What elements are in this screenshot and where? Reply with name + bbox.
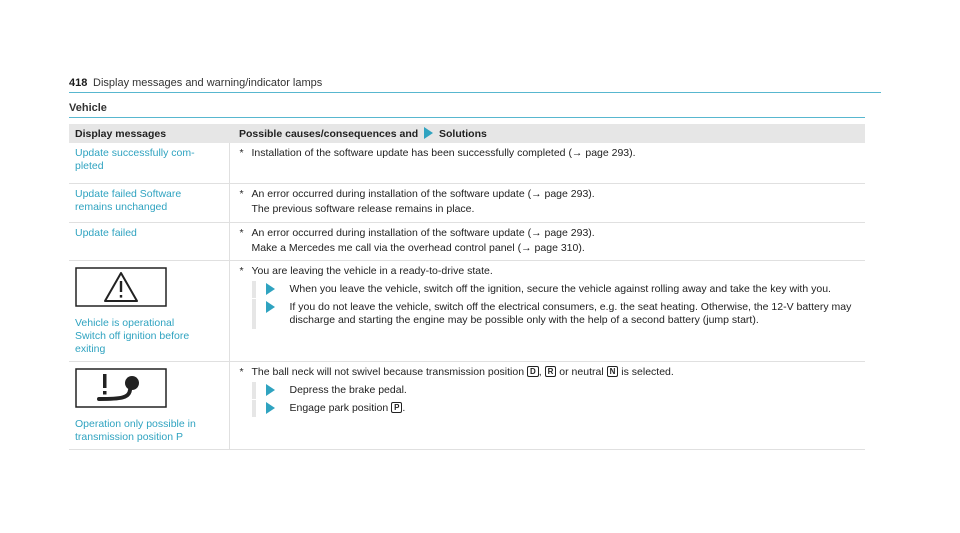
gear-r-glyph: R	[545, 366, 557, 377]
column-header-messages: Display messages	[69, 124, 229, 143]
table-header-row	[69, 124, 865, 143]
message-cell	[69, 260, 229, 361]
message-text: Update successfully com- pleted	[75, 147, 195, 172]
cause-note: Make a Mercedes me call via the overhead control panel (→ page 310).	[251, 241, 585, 254]
arrow-right-icon	[266, 283, 275, 295]
cause-cell	[229, 361, 865, 449]
cause-item	[240, 265, 860, 278]
column-header-causes	[229, 124, 865, 143]
cause-cell	[229, 143, 865, 183]
solution-text: Depress the brake pedal.	[289, 383, 407, 396]
cause-cell	[229, 260, 865, 361]
cause-item	[240, 188, 860, 201]
solution-step	[240, 301, 860, 327]
cause-text: The ball neck will not swivel because transmission position	[251, 365, 525, 378]
warning-triangle-icon	[75, 267, 223, 311]
cause-text: An error occurred during installation of the software update (→ page 293).	[251, 187, 595, 200]
message-cell	[69, 143, 229, 183]
bullet-icon: *	[239, 264, 244, 277]
bullet-icon: *	[239, 187, 244, 200]
cause-text: Installation of the software update has been successfully completed (→ page 293).	[251, 147, 636, 159]
bullet-icon: *	[239, 365, 244, 378]
cause-item	[240, 227, 860, 240]
page-header	[69, 77, 881, 93]
trailer-hitch-icon	[75, 368, 223, 412]
message-text: Vehicle is operational Switch off ignition before exiting	[75, 316, 190, 355]
cause-text: An error occurred during installation of the software update (→ page 293).	[251, 226, 595, 239]
cause-cell	[229, 222, 865, 260]
cause-item: * The ball neck will not swivel because transmission position D , R or neutral N is selected.	[239, 365, 674, 378]
message-cell	[69, 183, 229, 222]
bullet-icon: *	[239, 147, 244, 159]
section-rule	[69, 117, 865, 118]
page-number: 418	[69, 77, 88, 89]
cause-text: You are leaving the vehicle in a ready-to-drive state.	[251, 264, 493, 277]
step-bar	[252, 299, 256, 329]
solution-text: Engage park position	[289, 401, 389, 414]
table-row	[69, 361, 865, 449]
column-header-causes-text: Possible causes/consequences and	[239, 128, 419, 140]
message-text: Update failed	[75, 226, 137, 239]
gear-p-glyph: P	[391, 402, 402, 413]
cause-text-after: is selected.	[621, 365, 674, 378]
solution-step	[240, 384, 860, 397]
step-bar	[252, 382, 256, 399]
cause-item	[240, 147, 860, 160]
section-title: Vehicle	[69, 102, 107, 114]
cause-note: The previous software release remains in place.	[251, 202, 475, 215]
cause-text-middle: or neutral	[559, 365, 604, 378]
arrow-right-icon	[266, 402, 275, 414]
gear-n-glyph: N	[607, 366, 619, 377]
cause-cell	[229, 183, 865, 222]
display-messages-table	[69, 124, 865, 450]
arrow-right-icon	[424, 127, 433, 139]
header-rule	[69, 92, 881, 93]
table-row	[69, 222, 865, 260]
column-header-solutions-text: Solutions	[439, 128, 487, 140]
table-row	[69, 143, 865, 183]
arrow-right-icon	[266, 301, 275, 313]
message-text: Operation only possible in transmission position P	[75, 417, 196, 443]
solution-text: If you do not leave the vehicle, switch off the electrical consumers, e.g. the seat heating. Otherwise, the 12-V battery may discharge and starting the engine may be possible only with the help of a second battery (jump start).	[289, 300, 852, 326]
message-cell	[69, 361, 229, 449]
solution-text: When you leave the vehicle, switch off the ignition, secure the vehicle against rolling away and take the key with you.	[289, 282, 831, 295]
step-bar	[252, 281, 256, 298]
solution-step	[240, 283, 860, 296]
page-heading: Display messages and warning/indicator lamps	[93, 77, 323, 89]
table-row	[69, 260, 865, 361]
message-cell	[69, 222, 229, 260]
solution-step: Engage park position P .	[240, 402, 860, 415]
bullet-icon: *	[239, 226, 244, 239]
arrow-right-icon	[266, 384, 275, 396]
gear-d-glyph: D	[527, 366, 539, 377]
table-row	[69, 183, 865, 222]
step-bar	[252, 400, 256, 417]
message-text: Update failed Software remains unchanged	[75, 187, 182, 213]
